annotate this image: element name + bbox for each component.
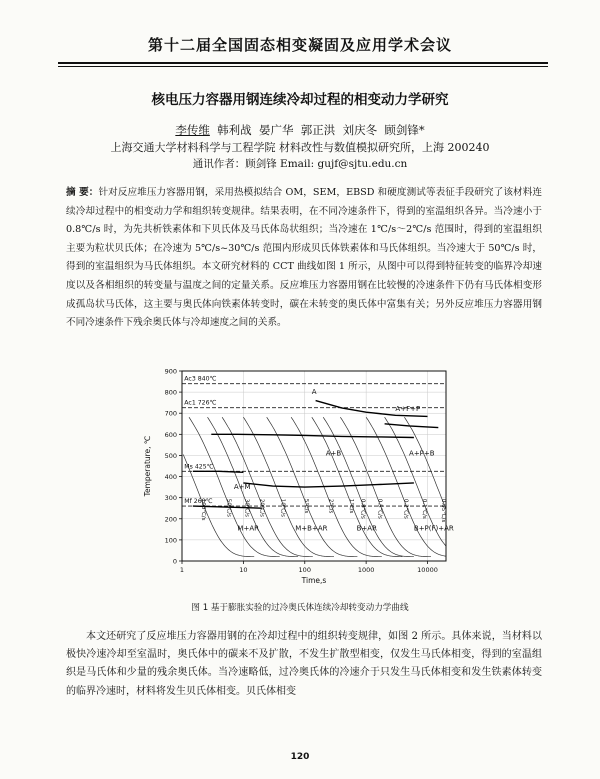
cooling-rate-label: 100℃/s: [199, 498, 206, 521]
cooling-rate-label: 1℃/s: [348, 498, 355, 514]
author: 李传维: [175, 123, 210, 137]
cooling-rate-label: 0.8℃/s: [359, 498, 366, 519]
header-rule: [58, 62, 548, 64]
cooling-rate-label: 50℃/s: [225, 498, 232, 518]
y-tick-label: 0: [172, 557, 177, 566]
region-label: B+P(F)+AR: [413, 524, 454, 533]
abstract-text: 针对反应堆压力容器用钢，采用热模拟结合 OM，SEM，EBSD 和硬度测试等表征手段研究了该材料连续冷却过程中的相变动力学和组织转变规律。结果表明，在不同冷速条件下，得到的室温组织各异。当冷速小于 0.8℃/s 时，为先共析铁素体和下贝氏体及马氏体岛状组织；当冷速在 1℃/s～2℃/s 范围时，得到的室温组织主要为粒状贝氏体；在冷速为 5℃/s~30℃/s 范围内形成贝氏体铁素体和马氏体组织。当冷速大于 50℃/s 时，得到的室温组织为马氏体组织。本文研究材料的 CCT 曲线如图 1 所示，从图中可以得到特征转变的临界冷却速度以及各相组织的转变量与温度之间的定量关系。反应堆压力容器用钢在比较慢的冷速条件下仍有马氏体相变形成孤岛状马氏体，这主要与奥氏体向铁素体转变时，碳在未转变的奥氏体中富集有关；另外反应堆压力容器用钢不同冷速条件下残余奥氏体与冷却速度之间的关系。: [66, 187, 542, 329]
corresponding-author: 通讯作者：顾剑锋 Email: gujf@sjtu.edu.cn: [192, 158, 408, 170]
cct-chart: [138, 367, 458, 595]
x-tick-label: 10: [239, 566, 248, 574]
region-label: A+M: [233, 483, 251, 492]
region-label: A+F+P: [395, 405, 421, 414]
y-tick-label: 800: [164, 388, 177, 397]
cooling-rate-label: 0.2℃/s: [402, 498, 409, 519]
cooling-rate-label: 10℃/s: [279, 498, 286, 518]
y-axis-label: Temperature, ℃: [143, 435, 152, 497]
region-label: M+B+AR: [295, 524, 328, 533]
x-tick-label: 1000: [357, 566, 375, 574]
y-tick-label: 500: [164, 451, 177, 460]
region-label: A: [311, 388, 317, 397]
header-rule-thin: [58, 66, 548, 67]
author: 晏广华: [258, 123, 294, 137]
figure-caption: 图 1 基于膨胀实验的过冷奥氏体连续冷却转变动力学曲线: [191, 603, 409, 613]
author: 韩利战: [217, 123, 252, 137]
abstract: [66, 184, 542, 333]
author-list: [0, 122, 600, 138]
author: 刘庆冬: [342, 123, 378, 137]
affiliation: 上海交通大学材料科学与工程学院 材料改性与数值模拟研究所，上海 200240: [110, 141, 490, 154]
x-axis-label: Time,s: [301, 576, 327, 585]
region-label: M+AR: [237, 524, 259, 533]
y-tick-label: 100: [164, 536, 177, 545]
author: 郭正洪: [300, 123, 336, 137]
y-tick-label: 400: [164, 473, 177, 482]
cooling-rate-label: 0.5℃/s: [376, 498, 383, 519]
y-tick-label: 300: [164, 494, 177, 503]
y-tick-label: 600: [164, 430, 177, 439]
y-tick-label: 900: [164, 367, 177, 376]
critical-temperature-label: Ms 425℃: [184, 463, 214, 471]
running-head: 第十二届全国固态相变凝固及应用学术会议: [147, 36, 452, 54]
body-paragraph: 本文还研究了反应堆压力容器用钢的在冷却过程中的组织转变规律，如图 2 所示。具体来说，当材料以极快冷速冷却至室温时，奥氏体中的碳来不及扩散，不发生扩散型相变，仅发生马氏体相变，得到的室温组织是马氏体和少量的残余奥氏体。当冷速略低，过冷奥氏体的冷速介于只发生马氏体相变和发生铁素体转变的临界冷速时，材料将发生贝氏体相变。贝氏体相变: [66, 631, 542, 697]
region-label: B+AR: [356, 524, 377, 533]
abstract-label: 摘 要：: [66, 187, 99, 198]
cooling-rate-label: 30℃/s: [243, 498, 250, 518]
region-label: A+P+B: [409, 449, 435, 458]
critical-temperature-label: Ac1 726℃: [184, 399, 217, 407]
cooling-rate-label: 0.1℃/s: [420, 498, 427, 519]
region-label: A+B: [325, 449, 342, 458]
cooling-rate-label: 0.05℃/s: [440, 498, 446, 523]
critical-temperature-label: Mf 260℃: [184, 498, 213, 506]
page-number: 120: [290, 752, 310, 762]
cooling-rate-label: 2℃/s: [327, 498, 334, 514]
x-tick-label: 1: [179, 566, 185, 574]
x-tick-label: 100: [298, 566, 311, 574]
author: 顾剑锋*: [384, 123, 425, 137]
y-tick-label: 700: [164, 409, 177, 418]
plot-area: [182, 371, 446, 561]
paper-title: 核电压力容器用钢连续冷却过程的相变动力学研究: [151, 92, 449, 108]
x-tick-label: 10000: [417, 566, 438, 574]
y-tick-label: 200: [164, 515, 177, 524]
cooling-rate-label: 20℃/s: [258, 498, 265, 518]
critical-temperature-label: Ac3 840℃: [184, 375, 217, 383]
cooling-rate-label: 5℃/s: [302, 498, 309, 514]
